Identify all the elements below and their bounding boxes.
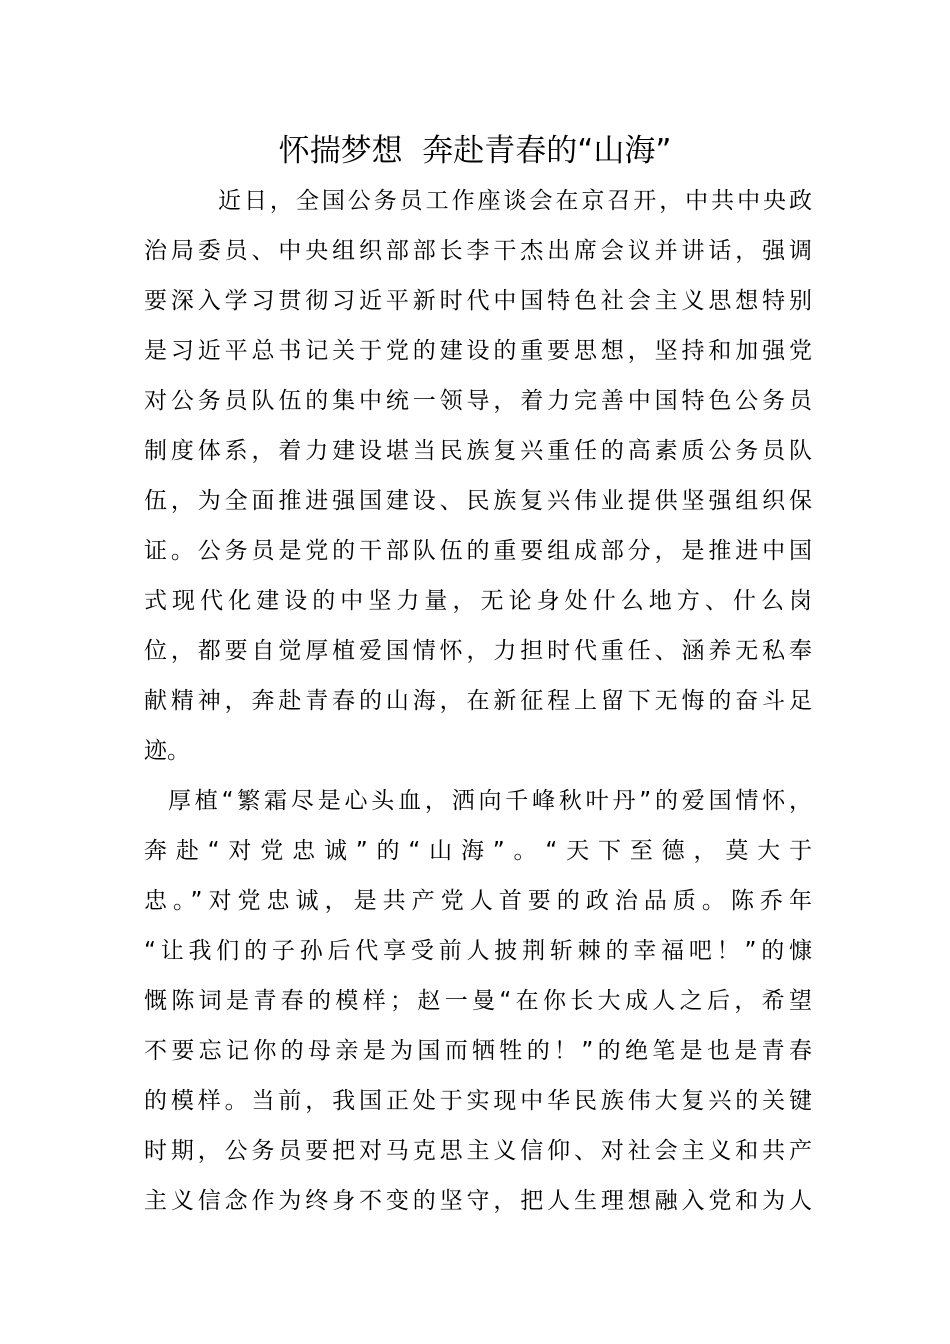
text-line: 证。公务员是党的干部队伍的重要组成部分，是推进中国 (144, 538, 812, 564)
text-line: 是习近平总书记关于党的建设的重要思想，坚持和加强党 (144, 338, 812, 364)
text-line: 厚植“繁霜尽是心头血，洒向千峰秋叶丹”的爱国情怀， (168, 788, 812, 814)
text-line: 的模样。当前，我国正处于实现中华民族伟大复兴的关键 (144, 1088, 812, 1114)
text-line: 慨陈词是青春的模样；赵一曼“在你长大成人之后，希望 (144, 988, 812, 1014)
text-line: 主义信念作为终身不变的坚守，把人生理想融入党和为人 (144, 1188, 812, 1214)
text-line: 忠。”对党忠诚，是共产党人首要的政治品质。陈乔年 (144, 888, 812, 914)
paragraph-1 (144, 176, 812, 776)
paragraph-2 (144, 776, 812, 1226)
text-line: 对公务员队伍的集中统一领导，着力完善中国特色公务员 (144, 388, 812, 414)
document-body (144, 176, 812, 1226)
text-line: 不要忘记你的母亲是为国而牺牲的！”的绝笔是也是青春 (144, 1038, 812, 1064)
text-line: 近日，全国公务员工作座谈会在京召开，中共中央政 (218, 188, 812, 214)
text-line: 奔赴“对党忠诚”的“山海”。“天下至德，莫大于 (144, 838, 812, 864)
text-line: 治局委员、中央组织部部长李干杰出席会议并讲话，强调 (144, 238, 812, 264)
text-line: 献精神，奔赴青春的山海，在新征程上留下无悔的奋斗足 (144, 688, 812, 714)
text-line: 式现代化建设的中坚力量，无论身处什么地方、什么岗 (144, 588, 812, 614)
document-title: 怀揣梦想 奔赴青春的“山海” (278, 133, 672, 169)
text-line: 伍，为全面推进强国建设、民族复兴伟业提供坚强组织保 (144, 488, 812, 514)
text-line: 制度体系，着力建设堪当民族复兴重任的高素质公务员队 (144, 438, 812, 464)
text-line: 时期，公务员要把对马克思主义信仰、对社会主义和共产 (144, 1138, 812, 1164)
text-line: 要深入学习贯彻习近平新时代中国特色社会主义思想特别 (144, 288, 812, 314)
text-line: “让我们的子孙后代享受前人披荆斩棘的幸福吧！”的慷 (144, 938, 812, 964)
text-line: 位，都要自觉厚植爱国情怀，力担时代重任、涵养无私奉 (144, 638, 812, 664)
text-line: 迹。 (144, 738, 190, 764)
